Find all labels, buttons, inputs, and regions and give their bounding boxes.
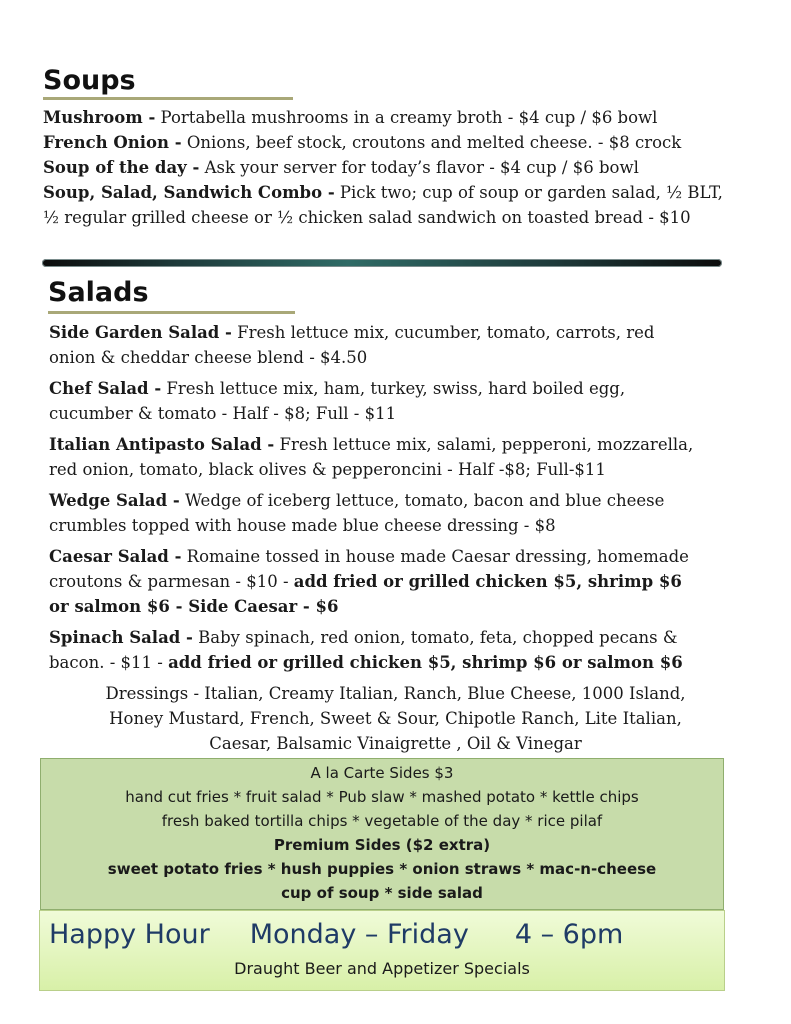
dressings-line2: Honey Mustard, French, Sweet & Sour, Chipotle Ranch, Lite Italian, — [109, 709, 682, 728]
menu-item-french-onion: French Onion - Onions, beef stock, croutons and melted cheese. - $8 crock — [43, 133, 682, 152]
menu-item-chef-salad: Chef Salad - Fresh lettuce mix, ham, turkey, swiss, hard boiled egg, — [49, 379, 626, 398]
happy-hour-subtitle: Draught Beer and Appetizer Specials — [234, 959, 530, 978]
happy-hour-heading — [49, 921, 623, 948]
soups-title: Soups — [43, 65, 136, 96]
premium-sides-line1: sweet potato fries * hush puppies * onion straws * mac-n-cheese — [107, 860, 657, 878]
menu-item-caesar-salad-line3: or salmon $6 - Side Caesar - $6 — [49, 597, 339, 616]
premium-sides-line2: cup of soup * side salad — [281, 884, 483, 902]
section-divider — [42, 259, 722, 267]
dressings-line3: Caesar, Balsamic Vinaigrette , Oil & Vinegar — [209, 734, 582, 753]
soups-underline — [43, 97, 293, 100]
menu-item-spinach-salad-line2: bacon. - $11 - add fried or grilled chicken $5, shrimp $6 or salmon $6 — [49, 653, 683, 672]
menu-item-chef-salad-line2: cucumber & tomato - Half - $8; Full - $11 — [49, 404, 397, 423]
salads-underline — [48, 311, 295, 314]
menu-item-antipasto-salad-line2: red onion, tomato, black olives & pepperoncini - Half -$8; Full-$11 — [49, 460, 606, 479]
sides-title: A la Carte Sides $3 — [310, 764, 454, 782]
menu-item-combo: Soup, Salad, Sandwich Combo - Pick two; cup of soup or garden salad, ½ BLT, — [43, 183, 723, 202]
happy-hour-label: Happy Hour — [49, 919, 210, 950]
menu-item-antipasto-salad: Italian Antipasto Salad - Fresh lettuce mix, salami, pepperoni, mozzarella, — [49, 435, 694, 454]
menu-item-soup-of-the-day: Soup of the day - Ask your server for today’s flavor - $4 cup / $6 bowl — [43, 158, 639, 177]
premium-sides-title: Premium Sides ($2 extra) — [273, 836, 491, 854]
menu-item-combo-line2: ½ regular grilled cheese or ½ chicken salad sandwich on toasted bread - $10 — [43, 208, 691, 227]
happy-hour-time: 4 – 6pm — [514, 919, 624, 950]
happy-hour-box — [39, 910, 725, 991]
menu-item-caesar-salad-line2: croutons & parmesan - $10 - add fried or grilled chicken $5, shrimp $6 — [49, 572, 682, 591]
menu-item-caesar-salad: Caesar Salad - Romaine tossed in house made Caesar dressing, homemade — [49, 547, 689, 566]
menu-item-wedge-salad-line2: crumbles topped with house made blue cheese dressing - $8 — [49, 516, 556, 535]
salads-title: Salads — [48, 277, 149, 308]
menu-item-side-garden-salad-line2: onion & cheddar cheese blend - $4.50 — [49, 348, 368, 367]
menu-item-spinach-salad: Spinach Salad - Baby spinach, red onion, tomato, feta, chopped pecans & — [49, 628, 678, 647]
menu-item-side-garden-salad: Side Garden Salad - Fresh lettuce mix, cucumber, tomato, carrots, red — [49, 323, 655, 342]
happy-hour-days: Monday – Friday — [249, 919, 469, 950]
sides-box — [40, 758, 724, 910]
sides-line1: hand cut fries * fruit salad * Pub slaw * mashed potato * kettle chips — [125, 788, 639, 806]
menu-item-wedge-salad: Wedge Salad - Wedge of iceberg lettuce, tomato, bacon and blue cheese — [49, 491, 665, 510]
menu-item-mushroom: Mushroom - Portabella mushrooms in a creamy broth - $4 cup / $6 bowl — [43, 108, 658, 127]
dressings-line1: Dressings - Italian, Creamy Italian, Ranch, Blue Cheese, 1000 Island, — [105, 684, 686, 703]
sides-line2: fresh baked tortilla chips * vegetable of the day * rice pilaf — [161, 812, 603, 830]
